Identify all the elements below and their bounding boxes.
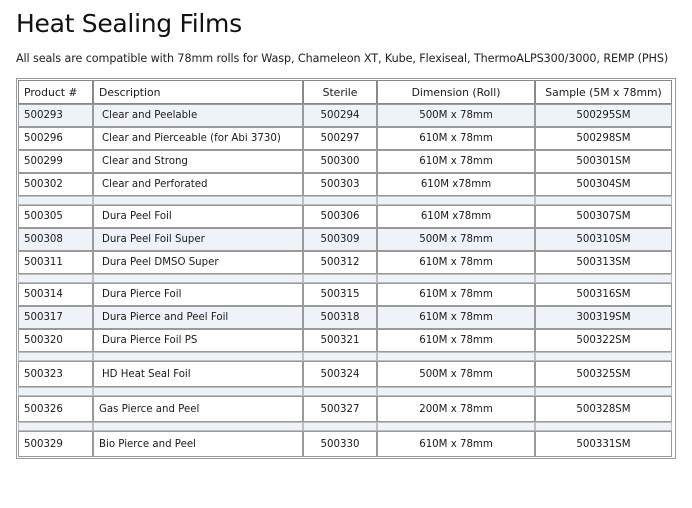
cell-sterile: 500318: [303, 306, 377, 329]
cell-description: Bio Pierce and Peel: [93, 431, 303, 457]
cell-sample: 500328SM: [535, 396, 672, 422]
cell-product: 500302: [18, 173, 93, 196]
cell-dimension: 610M x 78mm: [377, 329, 535, 352]
cell-description: Dura Pierce Foil PS: [93, 329, 303, 352]
cell-dimension: 610M x 78mm: [377, 251, 535, 274]
header-product: Product #: [18, 80, 93, 104]
cell-product: 500320: [18, 329, 93, 352]
cell-sterile: 500306: [303, 205, 377, 228]
cell-product: 500299: [18, 150, 93, 173]
products-table: [16, 78, 676, 459]
table-row: [18, 283, 672, 306]
header-sample: Sample (5M x 78mm): [535, 80, 672, 104]
table-row: [18, 228, 672, 251]
cell-sterile: 500327: [303, 396, 377, 422]
cell-dimension: 500M x 78mm: [377, 361, 535, 387]
cell-dimension: 500M x 78mm: [377, 228, 535, 251]
cell-description: Clear and Peelable: [93, 104, 303, 127]
table-row: [18, 104, 672, 127]
table-row: [18, 173, 672, 196]
cell-sterile: 500321: [303, 329, 377, 352]
cell-sample: 500301SM: [535, 150, 672, 173]
header-description: Description: [93, 80, 303, 104]
cell-sterile: 500303: [303, 173, 377, 196]
cell-description: Dura Pierce Foil: [93, 283, 303, 306]
cell-sample: 500304SM: [535, 173, 672, 196]
cell-dimension: 200M x 78mm: [377, 396, 535, 422]
cell-product: 500329: [18, 431, 93, 457]
group-divider: [18, 352, 672, 361]
cell-description: Dura Peel DMSO Super: [93, 251, 303, 274]
cell-product: 500314: [18, 283, 93, 306]
cell-product: 500326: [18, 396, 93, 422]
cell-dimension: 610M x 78mm: [377, 127, 535, 150]
cell-product: 500305: [18, 205, 93, 228]
cell-product: 500293: [18, 104, 93, 127]
group-divider: [18, 422, 672, 431]
group-divider: [18, 274, 672, 283]
cell-dimension: 610M x78mm: [377, 173, 535, 196]
cell-product: 500311: [18, 251, 93, 274]
table-row: [18, 361, 672, 387]
cell-product: 500317: [18, 306, 93, 329]
cell-dimension: 610M x78mm: [377, 205, 535, 228]
group-divider: [18, 196, 672, 205]
cell-product: 500308: [18, 228, 93, 251]
cell-sample: 500298SM: [535, 127, 672, 150]
table-row: [18, 306, 672, 329]
cell-description: Clear and Pierceable (for Abi 3730): [93, 127, 303, 150]
header-sterile: Sterile: [303, 80, 377, 104]
cell-sample: 500313SM: [535, 251, 672, 274]
cell-sterile: 500309: [303, 228, 377, 251]
cell-dimension: 610M x 78mm: [377, 283, 535, 306]
cell-description: Clear and Perforated: [93, 173, 303, 196]
table-header-row: [18, 80, 672, 104]
cell-description: Dura Peel Foil Super: [93, 228, 303, 251]
cell-dimension: 610M x 78mm: [377, 150, 535, 173]
table-row: [18, 431, 672, 457]
table-row: [18, 150, 672, 173]
cell-dimension: 610M x 78mm: [377, 431, 535, 457]
cell-dimension: 500M x 78mm: [377, 104, 535, 127]
cell-description: Dura Peel Foil: [93, 205, 303, 228]
cell-description: Clear and Strong: [93, 150, 303, 173]
cell-sterile: 500330: [303, 431, 377, 457]
cell-sterile: 500294: [303, 104, 377, 127]
cell-sample: 500325SM: [535, 361, 672, 387]
cell-sample: 500316SM: [535, 283, 672, 306]
cell-sterile: 500297: [303, 127, 377, 150]
header-dimension: Dimension (Roll): [377, 80, 535, 104]
cell-sample: 500295SM: [535, 104, 672, 127]
cell-sterile: 500315: [303, 283, 377, 306]
table-row: [18, 127, 672, 150]
cell-dimension: 610M x 78mm: [377, 306, 535, 329]
table-row: [18, 205, 672, 228]
cell-sterile: 500324: [303, 361, 377, 387]
cell-description: HD Heat Seal Foil: [93, 361, 303, 387]
compatibility-note: All seals are compatible with 78mm rolls for Wasp, Chameleon XT, Kube, Flexiseal, ThermoALPS300/3000, REMP (PHS): [16, 52, 669, 65]
table-row: [18, 251, 672, 274]
cell-sample: 300319SM: [535, 306, 672, 329]
table-row: [18, 396, 672, 422]
cell-sterile: 500300: [303, 150, 377, 173]
table-row: [18, 329, 672, 352]
cell-sterile: 500312: [303, 251, 377, 274]
cell-sample: 500331SM: [535, 431, 672, 457]
cell-product: 500323: [18, 361, 93, 387]
cell-product: 500296: [18, 127, 93, 150]
page-title: Heat Sealing Films: [16, 9, 242, 38]
cell-description: Gas Pierce and Peel: [93, 396, 303, 422]
cell-description: Dura Pierce and Peel Foil: [93, 306, 303, 329]
group-divider: [18, 387, 672, 396]
cell-sample: 500310SM: [535, 228, 672, 251]
cell-sample: 500307SM: [535, 205, 672, 228]
cell-sample: 500322SM: [535, 329, 672, 352]
